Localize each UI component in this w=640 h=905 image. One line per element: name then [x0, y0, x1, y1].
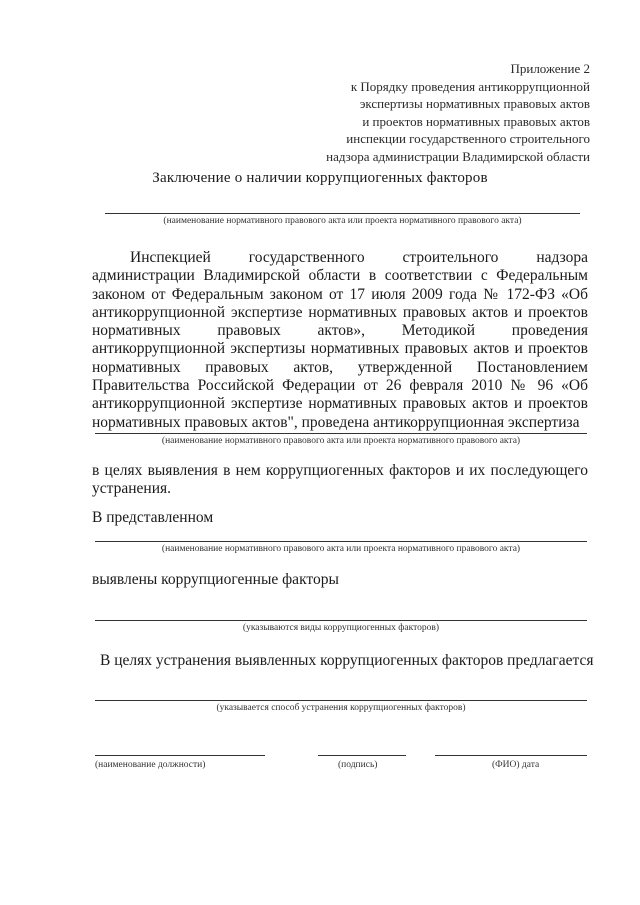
position-caption: (наименование должности) [95, 760, 206, 770]
appendix-line-6: надзора администрации Владимирской области [326, 148, 590, 164]
method-caption: (указывается способ устранения коррупциогенных факторов) [216, 703, 466, 713]
act-name-blank-3 [95, 541, 587, 542]
act-name-caption-1: (наименование нормативного правового акта или проекта нормативного правового акта) [163, 216, 522, 226]
position-blank [95, 755, 265, 756]
purpose-paragraph: в целях выявления в нем коррупциогенных факторов и их последующего устранения. [92, 462, 588, 498]
intro-paragraph [92, 249, 588, 432]
appendix-line-5: инспекции государственного строительного [346, 131, 590, 146]
act-name-caption-2: (наименование нормативного правового акта или проекта нормативного правового акта) [161, 436, 521, 446]
name-date-blank [435, 755, 587, 756]
signature-blank [318, 755, 406, 756]
proposal-label: В целях устранения выявленных коррупциогенных факторов предлагается [100, 652, 594, 669]
factors-caption: (указываются виды коррупциогенных факторов) [242, 623, 440, 633]
intro-paragraph-text: Инспекцией государственного строительного надзора администрации Владимирской области в соответствии с Федеральным законом от Федеральным законом от 17 июля 2009 года № 172-ФЗ «Об антикоррупционной экспертизе нормативных правовых актов и проектов нормативных правовых актов», Методикой проведения антикоррупционной экспертизы нормативных правовых актов и проектов нормативных правовых актов, утвержденной Постановлением Правительства Российской Федерации от 26 февраля 2010 № 96 «Об антикоррупционной экспертизе нормативных правовых актов и проектов нормативных правовых актов", проведена антикоррупционная экспертиза [92, 249, 588, 431]
method-blank [95, 700, 587, 701]
act-name-caption-3: (наименование нормативного правового акта или проекта нормативного правового акта) [161, 544, 521, 554]
act-name-blank-1 [105, 213, 580, 214]
presented-label: В представленном [92, 509, 214, 526]
name-date-caption: (ФИО) дата [492, 760, 540, 770]
signature-caption: (подпись) [338, 760, 378, 770]
appendix-line-4: и проектов нормативных правовых актов [362, 113, 590, 129]
factors-blank [95, 620, 587, 621]
appendix-header [326, 60, 590, 165]
document-title: Заключение о наличии коррупциогенных факторов [152, 170, 488, 186]
appendix-line-2: к Порядку проведения антикоррупционной [350, 78, 590, 94]
appendix-line-3: экспертизы нормативных правовых актов [359, 96, 590, 111]
act-name-blank-2 [95, 433, 587, 434]
found-factors-label: выявлены коррупциогенные факторы [92, 571, 339, 588]
appendix-line-1: Приложение 2 [510, 61, 590, 76]
